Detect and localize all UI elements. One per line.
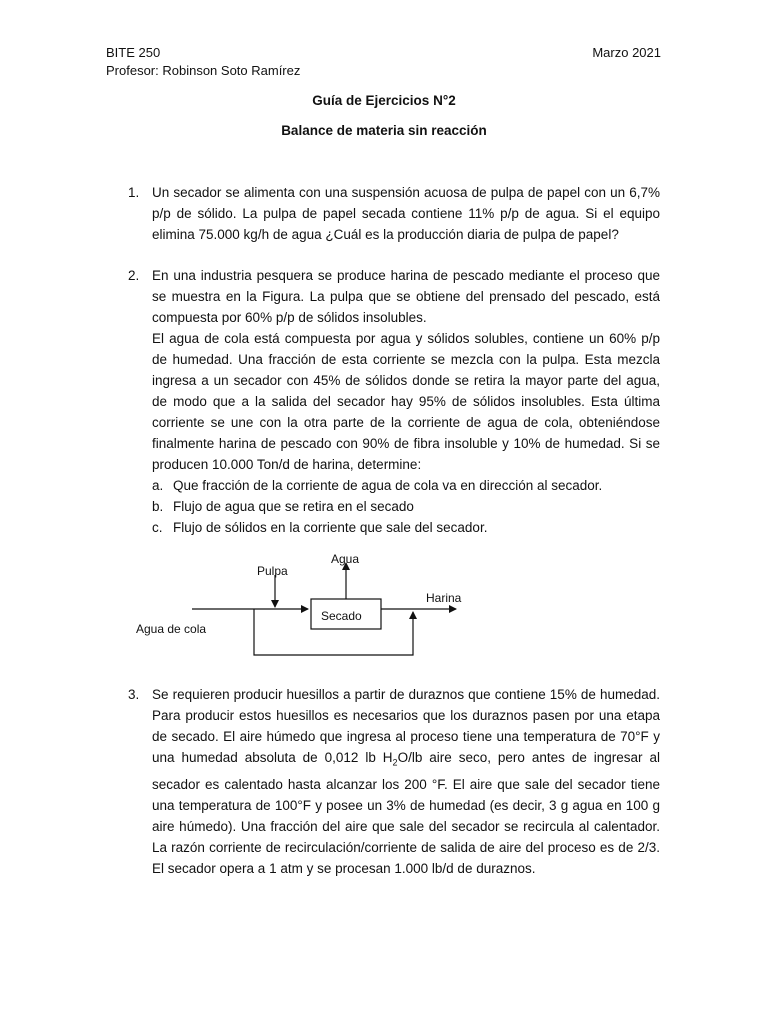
- problem-1: [128, 182, 660, 245]
- problem-2: [128, 265, 660, 538]
- process-diagram: [130, 545, 470, 665]
- sub-question-text: Que fracción de la corriente de agua de cola va en dirección al secador.: [173, 478, 603, 493]
- topic-title: Balance de materia sin reacción: [281, 123, 487, 138]
- sub-question-a: [152, 475, 660, 496]
- water-label: Agua: [331, 552, 360, 566]
- pulp-label: Pulpa: [257, 564, 288, 578]
- sub-question-c: [152, 517, 660, 538]
- sub-question-text: Flujo de sólidos en la corriente que sale del secador.: [173, 520, 488, 535]
- subscript: 2: [392, 757, 398, 768]
- dryer-label: Secado: [321, 609, 362, 623]
- feed-label: Agua de cola: [136, 622, 207, 636]
- problem-number: 1.: [128, 185, 140, 200]
- sub-question-letter: c.: [152, 520, 163, 535]
- process-flow-svg: [130, 545, 470, 665]
- sub-question-letter: b.: [152, 499, 164, 514]
- sub-question-b: [152, 496, 660, 517]
- problem-text-part: Se requieren producir huesillos a partir de duraznos que contiene 15% de humedad. Para producir estos huesillos es necesarios que los duraznos pasen por una etapa de secado. El aire húmedo que ingresa al proceso tiene una temperatura de 70°F y una humedad absoluta de 0,012 lb H: [152, 687, 660, 765]
- header-left: [106, 44, 300, 80]
- problem-paragraph: El agua de cola está compuesta por agua y sólidos solubles, contiene un 60% p/p de humedad. Una fracción de esta corriente se mezcla con la pulpa. Esta mezcla ingresa a un secador con 45% de sólidos donde se retira la mayor parte del agua, de modo que a la salida del secador hay 95% de sólidos insolubles. Esta última corriente se une con la otra parte de la corriente de agua de cola, obteniéndose finalmente harina de pescado con 90% de fibra insoluble y 10% de humedad. Si se producen 10.000 Ton/d de harina, determine:: [152, 331, 660, 472]
- header-date: Marzo 2021: [592, 45, 661, 60]
- flour-label: Harina: [426, 591, 462, 605]
- sub-question-text: Flujo de agua que se retira en el secado: [173, 499, 414, 514]
- sub-question-letter: a.: [152, 478, 164, 493]
- problem-text-part: O/lb aire seco, pero antes de ingresar al secador es calentado hasta alcanzar los 200 °F. El aire que sale del secador tiene una temperatura de 100°F y posee un 3% de humedad (es decir, 3 g agua en 100 g aire húmedo). Una fracción del aire que sale del secador se recircula al calentador. La razón corriente de recirculación/corriente de salida de aire del proceso es de 2/3. El secador opera a 1 atm y se procesan 1.000 lb/d de duraznos.: [152, 750, 660, 876]
- problem-text: Un secador se alimenta con una suspensión acuosa de pulpa de papel con un 6,7% p/p de sólido. La pulpa de papel secada contiene 11% p/p de agua. Si el equipo elimina 75.000 kg/h de agua ¿Cuál es la producción diaria de pulpa de papel?: [152, 185, 660, 242]
- problem-3: [128, 684, 660, 879]
- guide-title: Guía de Ejercicios N°2: [312, 93, 456, 108]
- problem-number: 3.: [128, 687, 140, 702]
- problem-paragraph: En una industria pesquera se produce harina de pescado mediante el proceso que se muestra en la Figura. La pulpa que se obtiene del prensado del pescado, está compuesta por 60% p/p de sólidos insolubles.: [152, 268, 660, 325]
- problem-text: [152, 684, 660, 879]
- course-code: BITE 250: [106, 45, 161, 60]
- problem-number: 2.: [128, 268, 140, 283]
- professor-name: Profesor: Robinson Soto Ramírez: [106, 63, 301, 78]
